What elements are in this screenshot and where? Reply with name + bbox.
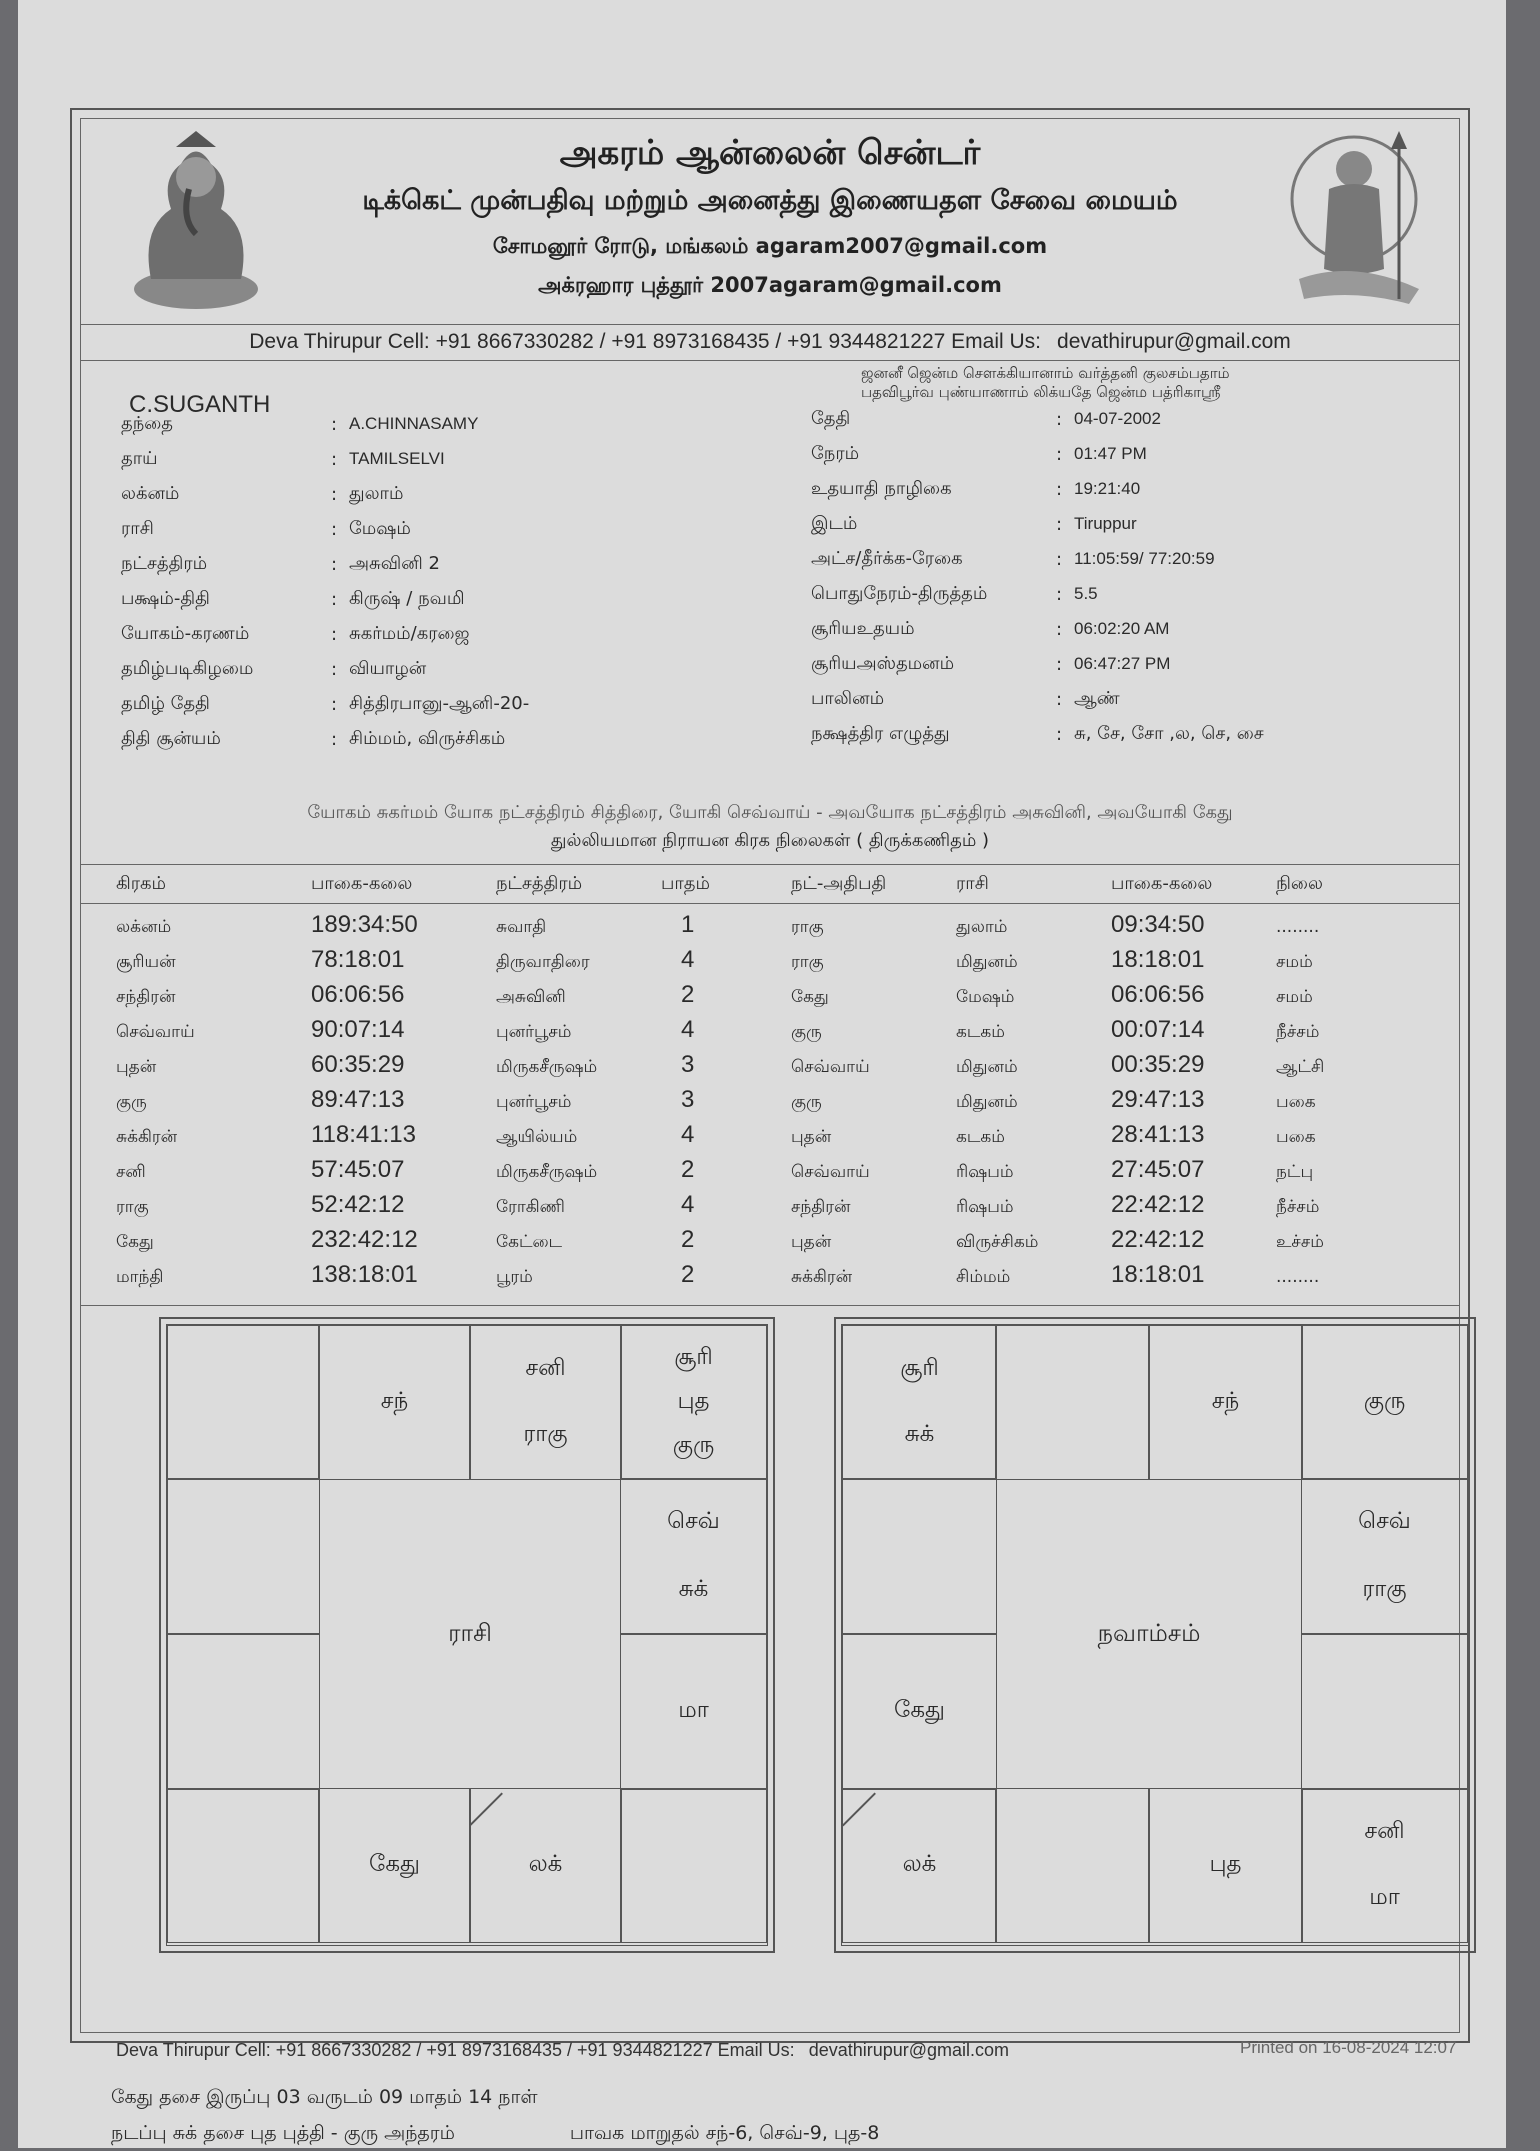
table-cell: நட்பு — [1276, 1162, 1314, 1182]
table-cell: குரு — [791, 1022, 822, 1042]
bhava-change: பாவக மாறுதல் சந்-6, செவ்-9, புத-8 — [569, 2122, 880, 2144]
table-cell: 4 — [681, 946, 695, 973]
planet-abbrev: கேது — [369, 1851, 420, 1877]
detail-row: தமிழ் தேதி : சித்திரபானு-ஆனி-20- — [121, 692, 530, 715]
detail-value: 11:05:59/ 77:20:59 — [1074, 549, 1215, 568]
planet-abbrev: புத — [1209, 1851, 1242, 1877]
detail-row: உதயாதி நாழிகை : 19:21:40 — [811, 477, 1141, 500]
column-header: பாகை-கலை — [311, 873, 413, 894]
table-row — [81, 1191, 1459, 1231]
detail-row: நட்சத்திரம் : அசுவினி 2 — [121, 552, 440, 575]
table-cell: லக்னம் — [116, 917, 172, 937]
table-cell: 28:41:13 — [1111, 1121, 1205, 1148]
table-cell: 138:18:01 — [311, 1261, 418, 1288]
table-cell: கடகம் — [956, 1127, 1005, 1147]
detail-value: 01:47 PM — [1074, 444, 1147, 463]
rasi-house-dhanus — [167, 1788, 320, 1943]
quote-line-1: ஜனனீ ஜென்ம சௌக்கியானாம் வர்த்தனி குலசம்பதாம் — [861, 364, 1230, 382]
dasa-balance: கேது தசை இருப்பு 03 வருடம் 09 மாதம் 14 நாள் — [111, 2086, 538, 2108]
detail-row: நக்ஷத்திர எழுத்து : சு, சே, சோ ,ல, செ, சை — [811, 722, 1264, 745]
table-cell: ரிஷபம் — [956, 1197, 1014, 1217]
table-cell: 4 — [681, 1016, 695, 1043]
murugan-icon — [1279, 129, 1429, 314]
dasa-current-row — [111, 2115, 879, 2151]
detail-value: சு, சே, சோ ,ல, செ, சை — [1074, 722, 1264, 744]
detail-label: நக்ஷத்திர எழுத்து — [811, 722, 950, 744]
table-cell: சந்திரன் — [791, 1197, 851, 1217]
navamsa-house-makaram — [842, 1633, 997, 1790]
table-cell: மிதுனம் — [956, 1092, 1018, 1112]
detail-label: தந்தை — [121, 412, 174, 434]
column-header: கிரகம் — [116, 873, 167, 894]
table-cell: 118:41:13 — [311, 1121, 416, 1148]
planet-abbrev: குரு — [672, 1432, 715, 1459]
rasi-chart — [159, 1317, 775, 1953]
detail-row: திதி சூன்யம் : சிம்மம், விருச்சிகம் — [121, 727, 506, 750]
table-cell: 18:18:01 — [1111, 1261, 1205, 1288]
detail-value: 19:21:40 — [1074, 479, 1141, 498]
table-cell: புதன் — [791, 1232, 832, 1252]
table-cell: திருவாதிரை — [496, 952, 590, 972]
table-cell: புனர்பூசம் — [496, 1092, 572, 1112]
detail-label: சூரியஉதயம் — [811, 617, 915, 639]
table-cell: மேஷம் — [956, 987, 1015, 1007]
table-row — [81, 1156, 1459, 1196]
detail-label: தமிழ்படிகிழமை — [121, 657, 254, 679]
detail-row: யோகம்-கரணம் : சுகர்மம்/கரஜை — [121, 622, 470, 645]
table-cell: 2 — [681, 1226, 695, 1253]
planet-abbrev: குரு — [1363, 1388, 1406, 1414]
navamsa-house-mesham — [995, 1325, 1150, 1480]
planet-abbrev: சூரி — [674, 1343, 713, 1370]
detail-label: நேரம் — [811, 442, 860, 464]
center-subtitle: டிக்கெட் முன்பதிவு மற்றும் அனைத்து இணையதள சேவை மையம் — [362, 185, 1178, 216]
table-cell: நீச்சம் — [1276, 1022, 1320, 1042]
navamsa-house-kadagam — [1301, 1478, 1468, 1635]
table-cell: ........ — [1276, 917, 1320, 937]
column-header: ராசி — [956, 873, 989, 894]
detail-label: தமிழ் தேதி — [121, 692, 210, 714]
detail-value: 04-07-2002 — [1074, 409, 1161, 428]
navamsa-house-kumbam — [842, 1478, 997, 1635]
table-cell: 60:35:29 — [311, 1051, 405, 1078]
table-cell: குரு — [116, 1092, 147, 1112]
table-cell: ஆட்சி — [1276, 1057, 1325, 1077]
planet-abbrev: லக் — [902, 1851, 937, 1877]
planet-abbrev: லக் — [528, 1851, 563, 1877]
table-header — [81, 865, 1459, 904]
detail-value: சித்திரபானு-ஆனி-20- — [349, 692, 530, 714]
table-cell: சந்திரன் — [116, 987, 176, 1007]
rasi-house-simmam — [620, 1633, 767, 1790]
detail-label: தேதி — [811, 407, 851, 429]
detail-value: 5.5 — [1074, 584, 1098, 603]
detail-label: லக்னம் — [121, 482, 180, 504]
detail-row: சூரியஅஸ்தமனம் : 06:47:27 PM — [811, 652, 1171, 675]
table-cell: 06:06:56 — [311, 981, 405, 1008]
detail-value: அசுவினி 2 — [349, 552, 440, 574]
table-cell: 29:47:13 — [1111, 1086, 1205, 1113]
table-cell: 57:45:07 — [311, 1156, 405, 1183]
detail-row: பாலினம் : ஆண் — [811, 687, 1120, 710]
detail-row: தமிழ்படிகிழமை : வியாழன் — [121, 657, 427, 680]
table-cell: 00:07:14 — [1111, 1016, 1205, 1043]
table-cell: புனர்பூசம் — [496, 1022, 572, 1042]
address-line-2: அக்ரஹார புத்தூர் 2007agaram@gmail.com — [538, 273, 1002, 297]
table-row — [81, 946, 1459, 986]
navamsa-chart-inner — [841, 1324, 1469, 1946]
table-cell: துலாம் — [956, 917, 1008, 937]
rasi-house-mithunam — [620, 1325, 767, 1480]
table-cell: 2 — [681, 981, 695, 1008]
column-header: நட்சத்திரம் — [496, 873, 583, 894]
yogam-line: யோகம் சுகர்மம் யோக நட்சத்திரம் சித்திரை, யோகி செவ்வாய் - அவயோக நட்சத்திரம் அசுவினி, அவயோகி கேது — [307, 802, 1233, 823]
bottom-contact-email: devathirupur@gmail.com — [808, 2040, 1010, 2060]
bottom-contact-line — [116, 2040, 1009, 2061]
table-cell: 90:07:14 — [311, 1016, 405, 1043]
planet-abbrev: சனி — [525, 1354, 566, 1381]
detail-label: தாய் — [121, 447, 158, 469]
table-cell: 1 — [681, 911, 695, 938]
planet-table — [81, 864, 1459, 1306]
table-cell: மிருகசீருஷம் — [496, 1162, 598, 1182]
planet-abbrev: மா — [1369, 1884, 1400, 1911]
column-header: நிலை — [1276, 873, 1323, 894]
navamsa-house-simmam — [1301, 1633, 1468, 1790]
table-cell: சமம் — [1276, 987, 1313, 1007]
rasi-house-mesham — [318, 1325, 471, 1480]
table-row — [81, 981, 1459, 1021]
table-cell: சுவாதி — [496, 917, 547, 937]
detail-row: தாய் : TAMILSELVI — [121, 447, 445, 470]
rasi-house-thulam — [469, 1788, 622, 1943]
rasi-house-kadagam — [620, 1478, 767, 1635]
table-cell: உச்சம் — [1276, 1232, 1324, 1252]
quote-line-2: பதவிபூர்வ புண்யாணாம் லிக்யதே ஜென்ம பத்ரிகாஸ்ரீ — [861, 383, 1221, 401]
table-cell: 06:06:56 — [1111, 981, 1205, 1008]
detail-row: தந்தை : A.CHINNASAMY — [121, 412, 479, 435]
planet-abbrev: மா — [678, 1697, 709, 1723]
detail-value: துலாம் — [349, 482, 404, 504]
detail-label: இடம் — [811, 512, 858, 534]
current-dasa: நடப்பு சுக் தசை புத புத்தி - குரு அந்தரம் — [111, 2122, 455, 2144]
table-cell: சமம் — [1276, 952, 1313, 972]
detail-row: நேரம் : 01:47 PM — [811, 442, 1147, 465]
detail-row: சூரியஉதயம் : 06:02:20 AM — [811, 617, 1170, 640]
table-cell: கேது — [116, 1232, 154, 1252]
yogam-summary — [101, 799, 1439, 855]
navamsa-house-thulam — [1148, 1788, 1303, 1943]
table-cell: பகை — [1276, 1127, 1316, 1147]
table-cell: கேட்டை — [496, 1232, 563, 1252]
table-cell: புதன் — [791, 1127, 832, 1147]
detail-label: உதயாதி நாழிகை — [811, 477, 952, 499]
table-row — [81, 1051, 1459, 1091]
detail-value: TAMILSELVI — [349, 449, 445, 468]
rasi-house-meenam — [167, 1325, 320, 1480]
rasi-house-makaram — [167, 1633, 320, 1790]
table-cell: கேது — [791, 987, 829, 1007]
navamsa-chart — [834, 1317, 1476, 1953]
table-cell: 3 — [681, 1086, 695, 1113]
detail-value: 06:47:27 PM — [1074, 654, 1171, 673]
planet-abbrev: புத — [677, 1387, 710, 1414]
detail-value: ஆண் — [1074, 687, 1120, 709]
navamsa-house-meenam — [842, 1325, 997, 1480]
detail-value: 06:02:20 AM — [1074, 619, 1170, 638]
table-cell: ராகு — [116, 1197, 149, 1217]
detail-row: லக்னம் : துலாம் — [121, 482, 404, 505]
table-row — [81, 911, 1459, 951]
table-cell: 89:47:13 — [311, 1086, 405, 1113]
navamsa-house-dhanus — [842, 1788, 997, 1943]
rasi-house-kumbam — [167, 1478, 320, 1635]
address-line-1: சோமனூர் ரோடு, மங்கலம் agaram2007@gmail.com — [492, 234, 1048, 258]
table-cell: 22:42:12 — [1111, 1191, 1205, 1218]
table-cell: மிருகசீருஷம் — [496, 1057, 598, 1077]
column-header: நட்-அதிபதி — [791, 873, 887, 894]
detail-row: பக்ஷம்-திதி : கிருஷ் / நவமி — [121, 587, 465, 610]
table-cell: 22:42:12 — [1111, 1226, 1205, 1253]
detail-value: சிம்மம், விருச்சிகம் — [349, 727, 506, 749]
table-cell: 4 — [681, 1121, 695, 1148]
planet-abbrev: சந் — [1211, 1388, 1240, 1414]
top-contact-line — [81, 324, 1459, 361]
detail-label: பாலினம் — [811, 687, 885, 709]
table-cell: நீச்சம் — [1276, 1197, 1320, 1217]
detail-value: சுகர்மம்/கரஜை — [349, 622, 470, 644]
table-cell: செவ்வாய் — [791, 1057, 870, 1077]
navamsa-house-rishabam — [1148, 1325, 1303, 1480]
rasi-chart-inner — [166, 1324, 768, 1946]
table-cell: புதன் — [116, 1057, 157, 1077]
table-cell: செவ்வாய் — [116, 1022, 195, 1042]
center-title: அகரம் ஆன்லைன் சென்டர் — [559, 133, 981, 173]
navamsa-house-kanni — [1301, 1788, 1468, 1943]
rasi-house-kanni — [620, 1788, 767, 1943]
table-cell: 189:34:50 — [311, 911, 418, 938]
sanskrit-quote — [861, 364, 1421, 402]
detail-label: ராசி — [121, 517, 154, 539]
table-title: துல்லியமான நிராயன கிரக நிலைகள் ( திருக்கணிதம் ) — [550, 830, 990, 851]
planet-abbrev: சுக் — [678, 1575, 709, 1602]
detail-value: வியாழன் — [349, 657, 427, 679]
planet-abbrev: கேது — [894, 1697, 945, 1723]
rasi-center-label: ராசி — [448, 1618, 492, 1647]
detail-row: அட்ச/தீர்க்க-ரேகை : 11:05:59/ 77:20:59 — [811, 547, 1215, 570]
table-cell: 00:35:29 — [1111, 1051, 1205, 1078]
table-row — [81, 1016, 1459, 1056]
rasi-house-viruchigam — [318, 1788, 471, 1943]
detail-row: ராசி : மேஷம் — [121, 517, 411, 540]
top-contact-text: Deva Thirupur Cell: +91 8667330282 / +91 8973168435 / +91 9344821227 Email Us: — [249, 330, 1042, 353]
detail-value: Tiruppur — [1074, 514, 1137, 533]
top-contact-email: devathirupur@gmail.com — [1057, 330, 1291, 353]
table-cell: பூரம் — [496, 1267, 533, 1287]
detail-label: திதி சூன்யம் — [121, 727, 221, 749]
table-cell: விருச்சிகம் — [956, 1232, 1039, 1252]
detail-label: சூரியஅஸ்தமனம் — [811, 652, 955, 674]
detail-label: பொதுநேரம்-திருத்தம் — [811, 582, 988, 604]
detail-value: கிருஷ் / நவமி — [349, 587, 465, 609]
detail-row: தேதி : 04-07-2002 — [811, 407, 1161, 430]
table-cell: ராகு — [791, 952, 824, 972]
table-cell: ரிஷபம் — [956, 1162, 1014, 1182]
column-header: பாகை-கலை — [1111, 873, 1213, 894]
table-cell: 2 — [681, 1156, 695, 1183]
table-cell: ரோகிணி — [496, 1197, 565, 1217]
detail-label: அட்ச/தீர்க்க-ரேகை — [811, 547, 963, 569]
detail-value: மேஷம் — [349, 517, 411, 539]
table-cell: ஆயில்யம் — [496, 1127, 578, 1147]
table-cell: மாந்தி — [116, 1267, 164, 1287]
planet-abbrev: சூரி — [900, 1354, 939, 1381]
horoscope-sheet — [18, 0, 1506, 2148]
planet-abbrev: செவ் — [1358, 1508, 1411, 1535]
planet-abbrev: செவ் — [667, 1508, 720, 1535]
column-header: பாதம் — [661, 873, 711, 894]
table-row — [81, 1086, 1459, 1126]
printed-timestamp: Printed on 16-08-2024 12:07 — [1240, 2038, 1457, 2057]
table-cell: சிம்மம் — [956, 1267, 1011, 1287]
ganesha-icon — [121, 129, 271, 314]
planet-abbrev: சனி — [1364, 1817, 1405, 1844]
table-cell: கடகம் — [956, 1022, 1005, 1042]
table-cell: பகை — [1276, 1092, 1316, 1112]
detail-value: A.CHINNASAMY — [349, 414, 479, 433]
table-cell: 52:42:12 — [311, 1191, 405, 1218]
table-cell: மிதுனம் — [956, 1057, 1018, 1077]
navamsa-house-viruchigam — [995, 1788, 1150, 1943]
table-cell: 2 — [681, 1261, 695, 1288]
planet-abbrev: ராகு — [1362, 1575, 1407, 1602]
table-row — [81, 1121, 1459, 1161]
table-cell: குரு — [791, 1092, 822, 1112]
table-cell: சூரியன் — [116, 952, 176, 972]
detail-row: இடம் : Tiruppur — [811, 512, 1137, 535]
table-cell: சுக்கிரன் — [116, 1127, 178, 1147]
detail-label: பக்ஷம்-திதி — [121, 587, 210, 609]
table-cell: அசுவினி — [496, 987, 566, 1007]
table-cell: சுக்கிரன் — [791, 1267, 853, 1287]
table-row — [81, 1261, 1459, 1301]
header — [81, 119, 1459, 325]
detail-row: பொதுநேரம்-திருத்தம் : 5.5 — [811, 582, 1098, 605]
detail-label: யோகம்-கரணம் — [121, 622, 250, 644]
native-name: C.SUGANTH — [129, 391, 271, 418]
table-cell: 27:45:07 — [1111, 1156, 1205, 1183]
table-cell: செவ்வாய் — [791, 1162, 870, 1182]
table-cell: 4 — [681, 1191, 695, 1218]
bottom-contact-text: Deva Thirupur Cell: +91 8667330282 / +91 8973168435 / +91 9344821227 Email Us: — [116, 2040, 795, 2060]
rasi-house-rishabam — [469, 1325, 622, 1480]
navamsa-center-label: நவாம்சம் — [1097, 1618, 1201, 1647]
table-cell: சனி — [116, 1162, 146, 1182]
table-cell: ராகு — [791, 917, 824, 937]
detail-label: நட்சத்திரம் — [121, 552, 208, 574]
table-cell: ........ — [1276, 1267, 1320, 1287]
navamsa-house-mithunam — [1301, 1325, 1468, 1480]
planet-abbrev: சந் — [380, 1388, 409, 1414]
table-cell: 78:18:01 — [311, 946, 405, 973]
table-row — [81, 1226, 1459, 1266]
table-cell: 3 — [681, 1051, 695, 1078]
planet-abbrev: ராகு — [523, 1421, 568, 1448]
planet-abbrev: சுக் — [904, 1421, 935, 1448]
dasa-footer — [111, 2079, 879, 2151]
table-cell: மிதுனம் — [956, 952, 1018, 972]
table-cell: 18:18:01 — [1111, 946, 1205, 973]
table-cell: 09:34:50 — [1111, 911, 1205, 938]
table-cell: 232:42:12 — [311, 1226, 418, 1253]
